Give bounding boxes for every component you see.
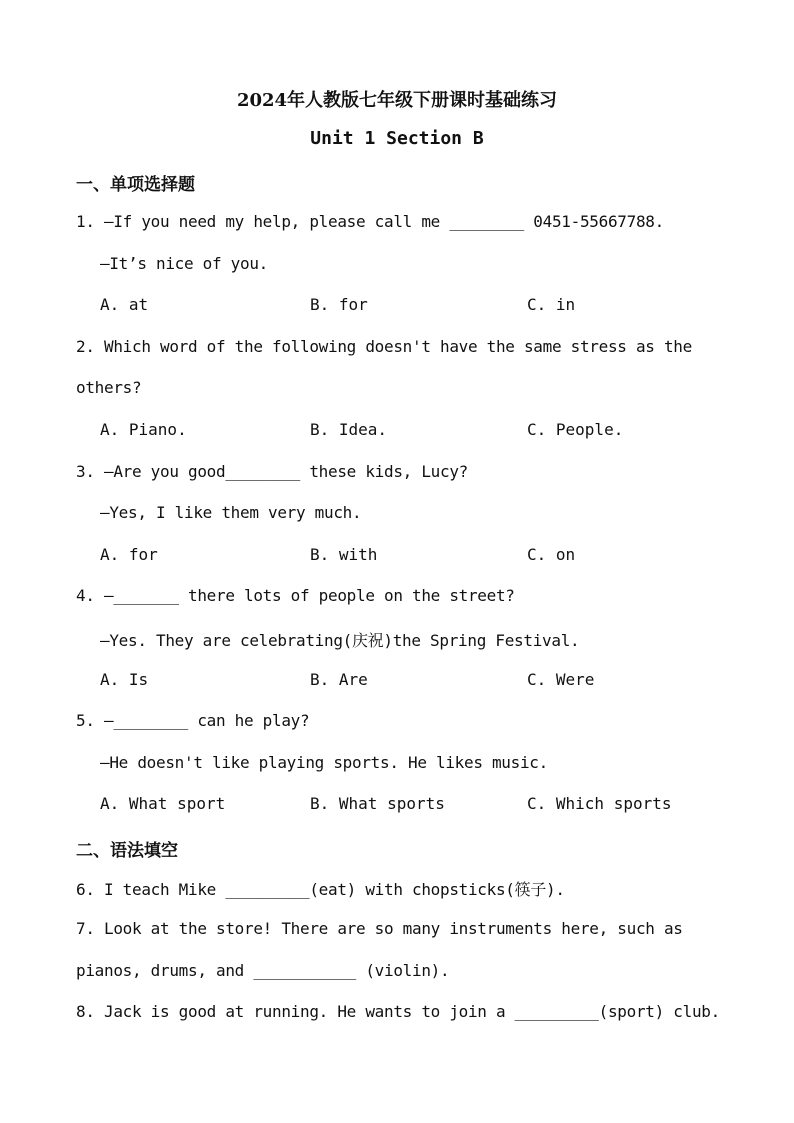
question-5-option-b: B. What sports (310, 794, 445, 813)
question-3-text: 3. —Are you good________ these kids, Lucy? (76, 462, 468, 481)
question-1-option-c: C. in (527, 295, 576, 314)
question-3-option-a: A. for (100, 545, 158, 564)
page-subtitle: Unit 1 Section B (310, 128, 484, 149)
question-4-reply: —Yes. They are celebrating(庆祝)the Spring Festival. (100, 631, 580, 650)
question-5-reply: —He doesn't like playing sports. He likes music. (100, 753, 548, 772)
question-5-text: 5. —________ can he play? (76, 711, 310, 730)
question-1-option-b: B. for (310, 295, 368, 314)
section-heading-multiple-choice: 一、单项选择题 (76, 175, 195, 195)
question-2-option-b: B. Idea. (310, 420, 388, 439)
question-6-text: 6. I teach Mike _________(eat) with chopsticks(筷子). (76, 880, 565, 899)
question-4-option-c: C. Were (527, 670, 595, 689)
question-3-option-c: C. on (527, 545, 576, 564)
question-2-text: 2. Which word of the following doesn't have the same stress as the (76, 337, 692, 356)
question-2-text-cont: others? (76, 378, 142, 397)
section-heading-grammar-fill: 二、语法填空 (76, 841, 178, 861)
question-5-option-c: C. Which sports (527, 794, 672, 813)
question-7-text: 7. Look at the store! There are so many instruments here, such as (76, 919, 683, 938)
question-3-option-b: B. with (310, 545, 378, 564)
question-2-option-c: C. People. (527, 420, 624, 439)
question-1-option-a: A. at (100, 295, 149, 314)
question-5-option-a: A. What sport (100, 794, 226, 813)
question-1-text: 1. —If you need my help, please call me ________ 0451-55667788. (76, 212, 664, 231)
question-2-option-a: A. Piano. (100, 420, 187, 439)
question-1-reply: —It’s nice of you. (100, 254, 268, 273)
question-3-reply: —Yes, I like them very much. (100, 503, 362, 522)
question-8-text: 8. Jack is good at running. He wants to join a _________(sport) club. (76, 1002, 720, 1021)
question-4-text: 4. —_______ there lots of people on the street? (76, 586, 515, 605)
page-title: 2024年人教版七年级下册课时基础练习 (236, 90, 558, 111)
question-4-option-b: B. Are (310, 670, 368, 689)
question-4-option-a: A. Is (100, 670, 149, 689)
question-7-text-cont: pianos, drums, and ___________ (violin). (76, 961, 450, 980)
